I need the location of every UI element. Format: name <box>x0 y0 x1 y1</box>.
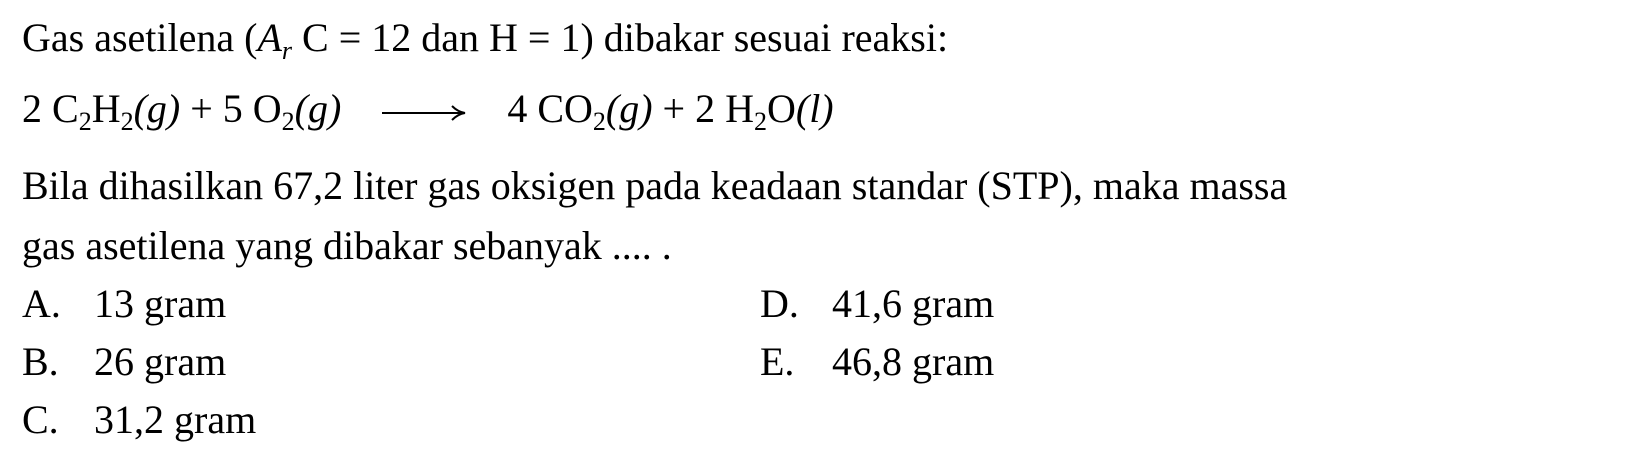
ar-symbol: A <box>257 15 282 60</box>
question-body-line-2: gas asetilena yang dibakar sebanyak .... . <box>22 223 672 268</box>
o2-coefficient: 5 <box>222 86 243 131</box>
option-b-text: 26 gram <box>94 339 227 384</box>
co2-state: (g) <box>605 86 653 131</box>
co2-subscript: 2 <box>592 107 606 136</box>
option-e[interactable] <box>760 338 994 386</box>
option-a-text: 13 gram <box>94 281 227 326</box>
c2h2-state: (g) <box>133 86 181 131</box>
co2-coefficient: 4 <box>507 86 528 131</box>
option-d-letter: D. <box>760 281 799 326</box>
option-b-letter: B. <box>22 339 59 384</box>
option-c[interactable] <box>22 396 256 444</box>
ar-subscript: r <box>281 36 293 65</box>
option-e-text: 46,8 gram <box>832 339 995 384</box>
question-body-line-1: Bila dihasilkan 67,2 liter gas oksigen pada keadaan standar (STP), maka massa <box>22 163 1288 208</box>
h2o-state: (l) <box>795 86 834 131</box>
c2h2-carbon-subscript: 2 <box>78 107 92 136</box>
o2-state: (g) <box>294 86 342 131</box>
reaction-arrow-icon <box>359 85 489 133</box>
intro-tail: C = 12 dan H = 1) dibakar sesuai reaksi: <box>292 15 949 60</box>
c2h2-hydrogen: H <box>91 86 121 131</box>
h2o-oxygen: O <box>766 86 796 131</box>
option-a-letter: A. <box>22 281 61 326</box>
h2o-subscript: 2 <box>753 107 767 136</box>
question-intro <box>22 14 949 65</box>
option-b[interactable] <box>22 338 226 386</box>
co2-formula: CO <box>537 86 593 131</box>
h2o-hydrogen: H <box>725 86 754 131</box>
h2o-coefficient: 2 <box>695 86 716 131</box>
reaction-equation <box>22 85 834 136</box>
intro-lead: Gas asetilena ( <box>22 15 258 60</box>
option-e-letter: E. <box>760 339 795 384</box>
plus-sign-1: + <box>190 86 213 131</box>
c2h2-coefficient: 2 <box>22 86 42 131</box>
c2h2-hydrogen-subscript: 2 <box>120 107 134 136</box>
option-d-text: 41,6 gram <box>832 281 995 326</box>
c2h2-carbon: C <box>52 86 79 131</box>
option-c-letter: C. <box>22 397 59 442</box>
o2-oxygen: O <box>252 86 282 131</box>
option-a[interactable] <box>22 280 226 328</box>
option-c-text: 31,2 gram <box>94 397 257 442</box>
option-d[interactable] <box>760 280 994 328</box>
plus-sign-2: + <box>662 86 686 131</box>
o2-subscript: 2 <box>281 107 295 136</box>
